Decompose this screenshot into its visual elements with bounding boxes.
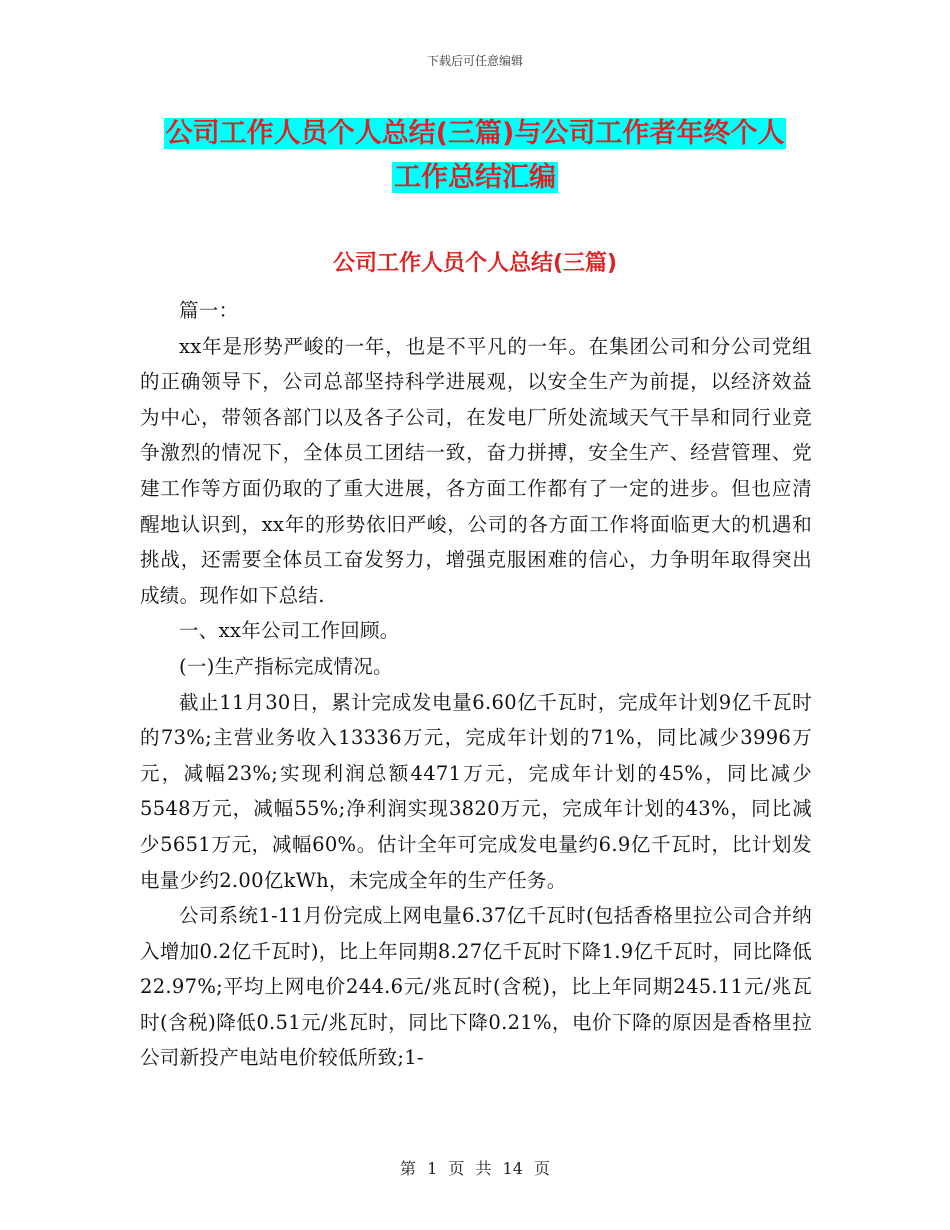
document-title-line-2: 工作总结汇编 bbox=[394, 162, 556, 193]
paragraph-intro: xx年是形势严峻的一年，也是不平凡的一年。在集团公司和分公司党组的正确领导下，公司总部坚持科学进展观，以安全生产为前提，以经济效益为中心，带领各部门以及各子公司，在发电厂所处流域天气干旱和同行业竞争激烈的情况下，全体员工团结一致，奋力拼搏，安全生产、经营管理、党建工作等方面仍取的了重大进展，各方面工作都有了一定的进步。但也应清醒地认识到，xx年的形势依旧严峻，公司的各方面工作将面临更大的机遇和挑战，还需要全体员工奋发努力，增强克服困难的信心，力争明年取得突出成绩。现作如下总结. bbox=[140, 334, 812, 607]
section-title: 公司工作人员个人总结(三篇) bbox=[332, 251, 618, 276]
page-footer: 第 1 页 共 14 页 bbox=[400, 1159, 550, 1178]
page-header: 下载后可任意编辑 bbox=[426, 54, 523, 68]
paragraph-grid-electricity: 公司系统1-11月份完成上网电量6.37亿千瓦时(包括香格里拉公司合并纳入增加0.2亿千瓦时)，比上年同期8.27亿千瓦时下降1.9亿千瓦时，同比降低22.97%;平均上网电价244.6元/兆瓦时(含税)，比上年同期245.11元/兆瓦时(含税)降低0.51元/兆瓦时，同比下降0.21%，电价下降的原因是香格里拉公司新投产电站电价较低所致;1- bbox=[140, 904, 812, 1070]
paragraph-production-indicators: 截止11月30日，累计完成发电量6.60亿千瓦时，完成年计划9亿千瓦时的73%;主营业务收入13336万元，完成年计划的71%，同比减少3996万元，减幅23%;实现利润总额4471万元，完成年计划的45%，同比减少5548万元，减幅55%;净利润实现3820万元，完成年计划的43%，同比减少5651万元，减幅60%。估计全年可完成发电量约6.9亿千瓦时，比计划发电量少约2.00亿kWh，未完成全年的生产任务。 bbox=[140, 690, 812, 892]
document-title bbox=[0, 112, 950, 200]
document-title-line-1: 公司工作人员个人总结(三篇)与公司工作者年终个人 bbox=[165, 118, 785, 149]
paragraph-part-label: 篇一： bbox=[179, 299, 239, 322]
paragraph-heading-review: 一、xx年公司工作回顾。 bbox=[179, 619, 400, 643]
paragraph-subheading-production: (一)生产指标完成情况。 bbox=[179, 654, 393, 678]
document-body bbox=[140, 293, 812, 1076]
